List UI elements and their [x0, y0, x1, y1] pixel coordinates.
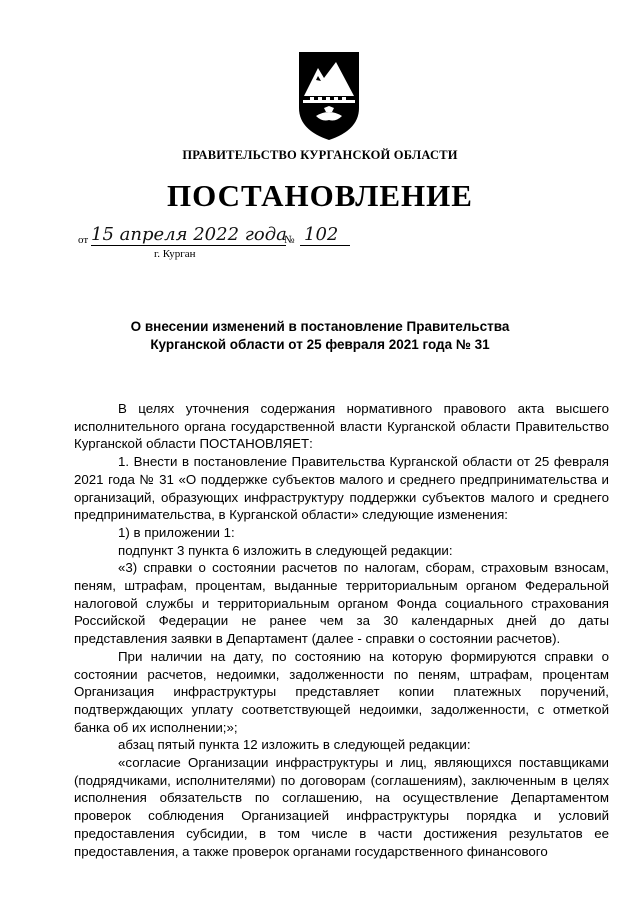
body-paragraph: «3) справки о состоянии расчетов по налогам, сборам, страховым взносам, пеням, штрафам, процентам, выданные территориальным органом Федеральной налоговой службы и территориальным органом Фонда социального страхования Российской Федерации не ранее чем за 30 календарных дней до даты представления заявки в Департамент (далее - справки о состоянии расчетов).: [74, 560, 609, 647]
title-line-2: Курганской области от 25 февраля 2021 года № 31: [150, 337, 490, 352]
body-paragraph: «согласие Организации инфраструктуры и лиц, являющихся поставщиками (подрядчиками, исполнителями) по договорам (соглашениям), заключенным в целях исполнения обязательств по соглашению, на осуществление Департаментом проверок соблюдения Организацией инфраструктуры порядка и условий предоставления субсидии, в том числе в части достижения результатов ее предоставления, а также проверок органами государственного финансового: [74, 755, 609, 859]
document-body: [74, 400, 609, 860]
document-title: [0, 318, 640, 354]
government-name: ПРАВИТЕЛЬСТВО КУРГАНСКОЙ ОБЛАСТИ: [182, 148, 458, 162]
title-line-1: О внесении изменений в постановление Правительства: [130, 319, 510, 334]
from-label: от: [78, 234, 89, 246]
date-number-line: [78, 222, 358, 272]
number-underline: [300, 245, 350, 246]
handwritten-number: 102: [304, 224, 339, 245]
coat-of-arms-icon: [296, 50, 362, 142]
handwritten-date: 15 апреля 2022 года: [91, 224, 287, 245]
body-paragraph: В целях уточнения содержания нормативного правового акта высшего исполнительного органа государственной власти Курганской области Правительство Курганской области ПОСТАНОВЛЯЕТ:: [74, 401, 609, 452]
body-paragraph: 1. Внести в постановление Правительства Курганской области от 25 февраля 2021 года № 31 «О поддержке субъектов малого и среднего предпринимательства и организаций, образующих инфраструктуру поддержки субъектов малого и среднего предпринимательства, в Курганской области» следующие изменения:: [74, 454, 609, 523]
city-label: г. Курган: [154, 248, 196, 260]
number-label: №: [284, 234, 295, 246]
body-paragraph: абзац пятый пункта 12 изложить в следующей редакции:: [118, 737, 471, 753]
date-underline: [91, 245, 286, 246]
body-paragraph: 1) в приложении 1:: [118, 524, 235, 540]
body-paragraph: При наличии на дату, по состоянию на которую формируются справки о состоянии расчетов, недоимки, задолженности по пеням, штрафам, процентам Организация инфраструктуры представляет копии платежных поручений, подтверждающих уплату соответствующей недоимки, задолженности, с отметкой банка об их исполнении;»;: [74, 648, 609, 735]
body-paragraph: подпункт 3 пункта 6 изложить в следующей редакции:: [118, 542, 453, 558]
document-type: ПОСТАНОВЛЕНИЕ: [167, 178, 473, 213]
